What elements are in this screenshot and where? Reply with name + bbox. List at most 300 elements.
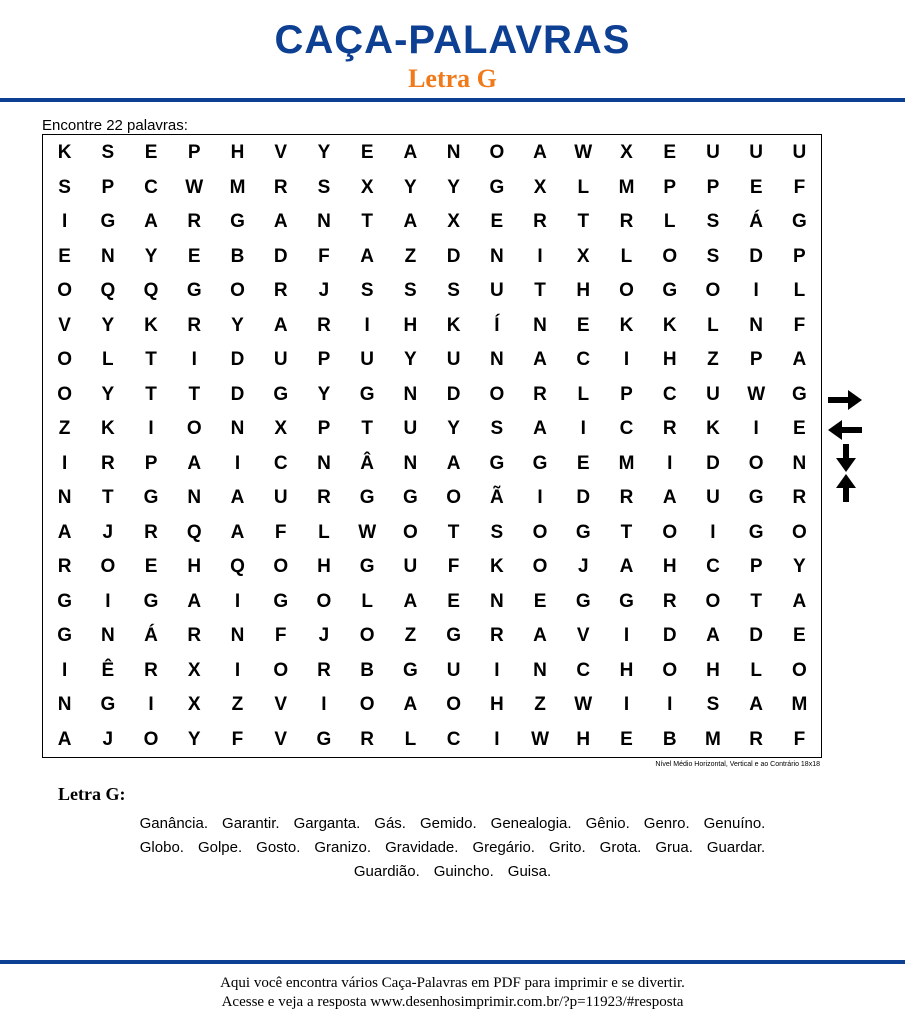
grid-cell: V (58, 314, 71, 336)
grid-cell: O (100, 556, 116, 577)
grid-cell: D (230, 349, 245, 370)
grid-cell: V (274, 728, 288, 750)
grid-cell: K (706, 418, 720, 439)
grid-cell: S (706, 245, 720, 267)
grid-cell: M (618, 452, 635, 474)
grid-cell: R (187, 625, 202, 646)
grid-cell: A (792, 349, 807, 370)
grid-cell: O (186, 418, 202, 439)
grid-cell: N (792, 452, 807, 474)
grid-cell: R (144, 659, 158, 681)
grid-cell: A (273, 314, 288, 336)
grid-cell: N (317, 452, 331, 474)
grid-cell: O (446, 487, 461, 508)
grid-cell: E (793, 625, 806, 646)
grid-cell: N (317, 211, 331, 232)
grid-cell: I (667, 694, 673, 715)
word-list-item: Gás. (374, 815, 406, 832)
page-subtitle: Letra G (408, 64, 497, 93)
grid-cell: A (403, 211, 418, 232)
grid-cell: T (145, 349, 157, 370)
grid-cell: L (102, 349, 114, 370)
grid-cell: A (662, 487, 677, 508)
page-title: CAÇA-PALAVRAS (274, 18, 631, 62)
grid-cell: S (101, 142, 115, 163)
grid-cell: T (145, 383, 157, 405)
grid-cell: Á (749, 211, 764, 232)
grid-cell: S (58, 176, 71, 198)
grid-cell: E (533, 590, 547, 612)
grid-cell: I (61, 659, 68, 681)
grid-cell: B (230, 245, 245, 267)
grid-cell: Y (231, 314, 244, 336)
grid-cell: K (144, 314, 158, 336)
grid-cell: O (748, 452, 764, 474)
grid-cell: Y (187, 728, 201, 750)
grid-cell: O (791, 659, 807, 681)
grid-cell: R (317, 487, 331, 508)
grid-cell: B (662, 728, 677, 750)
grid-cell: V (576, 625, 590, 646)
grid-cell: I (753, 280, 759, 301)
grid-cell: U (273, 487, 288, 508)
grid-cell: G (57, 590, 72, 612)
grid-cell: I (623, 694, 630, 715)
grid-cell: C (662, 383, 677, 405)
grid-cell: E (793, 418, 806, 439)
grid-cell: G (402, 487, 418, 508)
grid-cell: R (749, 728, 764, 750)
grid-cell: G (359, 487, 375, 508)
grid-cell: X (360, 176, 374, 198)
word-list-item: Gemido. (419, 815, 477, 832)
word-list-item: Garganta. (293, 815, 361, 832)
grid-cell: H (619, 659, 634, 681)
word-list-item: Golpe. (197, 839, 243, 856)
grid-cell: A (187, 452, 202, 474)
grid-cell: A (403, 694, 418, 715)
word-list (60, 812, 845, 884)
grid-cell: D (576, 487, 591, 508)
word-list-item: Gregário. (472, 839, 535, 856)
grid-cell: H (489, 694, 504, 715)
grid-cell: F (274, 521, 287, 543)
grid-cell: C (706, 556, 720, 577)
grid-cell: G (446, 625, 461, 646)
grid-cell: H (706, 659, 720, 681)
grid-cell: I (753, 418, 759, 439)
grid-cell: I (623, 625, 630, 646)
grid-cell: G (143, 487, 159, 508)
grid-cell: E (144, 142, 158, 163)
grid-cell: P (317, 418, 331, 439)
grid-cell: F (793, 314, 806, 336)
grid-cell: M (791, 694, 808, 715)
grid-cell: N (230, 418, 245, 439)
word-list-item: Guardar. (706, 839, 766, 856)
grid-cell: A (273, 211, 288, 232)
grid-cell: I (105, 590, 111, 612)
grid-cell: O (402, 521, 418, 543)
grid-cell: R (57, 556, 72, 577)
grid-cell: A (187, 590, 202, 612)
grid-cell: T (620, 521, 633, 543)
grid-cell: E (663, 142, 677, 163)
grid-cell: I (148, 694, 154, 715)
grid-cell: G (57, 625, 72, 646)
grid-cell: O (619, 280, 634, 301)
grid-cell: R (662, 590, 677, 612)
grid-cell: A (533, 349, 547, 370)
grid-cell: K (57, 142, 72, 163)
grid-cell: G (662, 280, 678, 301)
grid-cell: V (274, 694, 288, 715)
grid-cell: W (574, 694, 593, 715)
grid-cell: O (230, 280, 245, 301)
arrow-up-icon (836, 474, 856, 502)
grid-cell: I (321, 694, 327, 715)
grid-cell: I (667, 452, 673, 474)
grid-cell: X (187, 694, 201, 715)
grid-cell: Y (101, 383, 115, 405)
grid-cell: R (619, 487, 634, 508)
grid-cell: U (446, 349, 461, 370)
grid-cell: E (360, 142, 374, 163)
grid-cell: C (144, 176, 158, 198)
grid-cell: A (144, 211, 158, 232)
grid-cell: G (791, 383, 807, 405)
grid-cell: O (57, 280, 72, 301)
grid-cell: G (273, 383, 289, 405)
grid-cell: F (318, 245, 330, 267)
grid-cell: W (574, 142, 593, 163)
grid-cell: Y (447, 176, 460, 198)
grid-cell: E (58, 245, 71, 267)
grid-cell: X (187, 659, 201, 681)
grid-cell: S (490, 418, 504, 439)
grid-cell: Y (144, 245, 158, 267)
grid-cell: D (662, 625, 677, 646)
grid-cell: Ã (489, 487, 504, 508)
grid-cell: M (705, 728, 721, 750)
grid-cell: K (619, 314, 634, 336)
grid-cell: N (57, 694, 72, 715)
word-list-item: Globo. (139, 839, 184, 856)
footer-line-1: Aqui você encontra vários Caça-Palavras em PDF para imprimir e se divertir. (220, 975, 685, 991)
grid-cell: U (273, 349, 288, 370)
grid-cell: G (748, 521, 764, 543)
grid-cell: S (490, 521, 504, 543)
grid-cell: M (229, 176, 246, 198)
grid-cell: L (577, 383, 590, 405)
grid-cell: A (706, 625, 720, 646)
grid-cell: O (446, 694, 461, 715)
grid-cell: O (791, 521, 807, 543)
grid-cell: N (403, 383, 418, 405)
word-list-item: Genuíno. (703, 815, 766, 832)
grid-cell: A (533, 142, 547, 163)
grid-cell: L (793, 280, 806, 301)
grid-cell: X (620, 142, 633, 163)
grid-cell: I (494, 728, 500, 750)
grid-cell: T (577, 211, 590, 232)
grid-cell: Z (404, 245, 417, 267)
grid-cell: Y (447, 418, 460, 439)
grid-cell: C (446, 728, 461, 750)
grid-cell: I (234, 659, 241, 681)
grid-cell: U (706, 142, 720, 163)
grid-cell: L (750, 659, 762, 681)
grid-cell: W (747, 383, 766, 405)
grid-cell: H (662, 556, 677, 577)
grid-cell: F (447, 556, 460, 577)
grid-cell: R (100, 452, 115, 474)
grid-cell: G (230, 211, 245, 232)
word-list-item: Granizo. (314, 839, 372, 856)
grid-cell: Y (317, 383, 331, 405)
grid-cell: Q (186, 521, 202, 543)
grid-cell: N (446, 142, 461, 163)
grid-cell: Q (100, 280, 116, 301)
grid-cell: T (361, 211, 373, 232)
grid-cell: R (619, 211, 634, 232)
grid-cell: H (230, 142, 245, 163)
grid-cell: C (576, 659, 591, 681)
grid-cell: O (532, 556, 548, 577)
grid-cell: J (102, 728, 114, 750)
grid-cell: E (187, 245, 201, 267)
grid-cell: U (360, 349, 375, 370)
grid-cell: G (791, 211, 807, 232)
grid-cell: A (57, 728, 72, 750)
grid-cell: O (273, 659, 289, 681)
grid-cell: U (792, 142, 807, 163)
grid-cell: W (185, 176, 204, 198)
word-list-item: Guincho. (433, 863, 494, 880)
grid-cell: R (792, 487, 807, 508)
grid-cell: O (359, 694, 375, 715)
grid-cell: T (361, 418, 373, 439)
grid-cell: D (446, 245, 461, 267)
grid-cell: K (489, 556, 504, 577)
grid-cell: S (706, 694, 720, 715)
grid-cell: R (144, 521, 158, 543)
grid-cell: N (489, 349, 504, 370)
grid-cell: K (662, 314, 677, 336)
grid-cell: X (447, 211, 460, 232)
grid-cell: S (317, 176, 331, 198)
grid-cell: E (749, 176, 763, 198)
grid-cell: Í (494, 314, 500, 336)
grid-cell: I (537, 487, 543, 508)
grid-cell: L (404, 728, 417, 750)
grid-cell: R (273, 176, 288, 198)
grid-cell: I (234, 590, 241, 612)
grid-cell: P (749, 556, 763, 577)
grid-cell: C (273, 452, 288, 474)
grid-cell: I (191, 349, 197, 370)
grid-cell: A (533, 418, 547, 439)
grid-cell: S (706, 211, 720, 232)
grid-cell: O (705, 280, 721, 301)
grid-cell: I (710, 521, 716, 543)
grid-cell: L (577, 176, 590, 198)
grid-cell: Ê (101, 659, 115, 681)
word-list-item: Guardião. (353, 863, 420, 880)
grid-cell: R (317, 659, 331, 681)
grid-cell: T (447, 521, 460, 543)
grid-cell: N (230, 625, 245, 646)
grid-cell: P (187, 142, 201, 163)
grid-cell: Â (360, 452, 375, 474)
grid-cell: E (447, 590, 460, 612)
direction-arrows (826, 388, 866, 508)
grid-cell: G (532, 452, 548, 474)
grid-cell: U (403, 556, 418, 577)
grid-cell: L (707, 314, 719, 336)
grid-cell: F (793, 728, 806, 750)
grid-cell: U (706, 383, 720, 405)
grid-cell: R (489, 625, 504, 646)
grid-cell: Q (230, 556, 245, 577)
grid-cell: Z (404, 625, 417, 646)
grid-cell: A (403, 590, 418, 612)
grid-cell: G (359, 383, 375, 405)
grid-cell: C (576, 349, 591, 370)
grid-cell: D (446, 383, 461, 405)
grid-cell: X (576, 245, 590, 267)
grid-cell: G (186, 280, 202, 301)
grid-cell: N (533, 314, 547, 336)
grid-cell: T (534, 280, 546, 301)
grid-cell: N (187, 487, 202, 508)
grid-cell: D (273, 245, 288, 267)
bottom-divider (0, 960, 905, 964)
grid-cell: N (533, 659, 547, 681)
top-divider (0, 98, 905, 102)
grid-cell: I (61, 452, 68, 474)
grid-cell: G (359, 556, 375, 577)
grid-cell: O (662, 659, 678, 681)
grid-cell: P (101, 176, 115, 198)
grid-cell: E (620, 728, 633, 750)
grid-cell: A (446, 452, 461, 474)
grid-cell: I (364, 314, 370, 336)
grid-cell: L (318, 521, 330, 543)
grid-cell: Y (101, 314, 115, 336)
grid-cell: I (537, 245, 543, 267)
word-list-item: Grua. (655, 839, 693, 856)
grid-cell: Z (58, 418, 71, 439)
grid-cell: P (793, 245, 806, 267)
grid-cell: P (663, 176, 677, 198)
grid-cell: N (57, 487, 72, 508)
grid-cell: Á (144, 625, 158, 646)
grid-cell: H (576, 280, 591, 301)
grid-cell: N (749, 314, 764, 336)
grid-cell: Z (231, 694, 244, 715)
grid-cell: X (274, 418, 288, 439)
grid-cell: D (749, 245, 764, 267)
grid-cell: G (316, 728, 332, 750)
grid-cell: O (359, 625, 375, 646)
grid-cell: S (360, 280, 374, 301)
grid-cell: Z (707, 349, 719, 370)
grid-cell: W (531, 728, 550, 750)
grid-cell: S (447, 280, 460, 301)
grid-cell: R (533, 211, 547, 232)
grid-cell: P (620, 383, 633, 405)
grid-cell: I (623, 349, 630, 370)
arrow-down-icon (836, 444, 856, 472)
grid-cell: F (231, 728, 244, 750)
grid-cell: O (662, 521, 678, 543)
grid-cell: N (489, 590, 504, 612)
grid-cell: E (576, 452, 590, 474)
grid-cell: M (618, 176, 635, 198)
grid-cell: J (102, 521, 114, 543)
word-list-item: Genealogia. (490, 815, 572, 832)
grid-cell: G (619, 590, 634, 612)
grid-cell: U (446, 659, 461, 681)
level-text: Nível Médio Horizontal, Vertical e ao Contrário 18x18 (655, 761, 820, 768)
arrow-left-icon (828, 420, 862, 440)
grid-cell: O (273, 556, 289, 577)
grid-cell: J (577, 556, 589, 577)
grid-cell: J (318, 625, 330, 646)
grid-cell: N (100, 625, 115, 646)
grid-cell: F (793, 176, 806, 198)
grid-cell: J (318, 280, 330, 301)
grid-cell: L (663, 211, 676, 232)
grid-cell: O (489, 142, 505, 163)
grid-cell: G (489, 176, 505, 198)
grid-cell: H (187, 556, 202, 577)
word-list-item: Ganância. (139, 815, 209, 832)
letter-grid (42, 134, 822, 758)
grid-cell: A (749, 694, 764, 715)
grid-cell: A (57, 521, 72, 543)
grid-cell: A (619, 556, 634, 577)
grid-cell: C (619, 418, 634, 439)
grid-cell: K (446, 314, 461, 336)
word-list-item: Genro. (643, 815, 690, 832)
grid-cell: R (317, 314, 331, 336)
grid-cell: H (317, 556, 331, 577)
word-list-title: Letra G: (58, 784, 126, 804)
grid-cell: T (102, 487, 114, 508)
grid-cell: I (580, 418, 586, 439)
grid-cell: E (576, 314, 590, 336)
grid-cell: G (402, 659, 418, 681)
grid-cell: G (489, 452, 505, 474)
grid-cell: R (273, 280, 288, 301)
grid-cell: A (403, 142, 418, 163)
arrow-right-icon (828, 390, 862, 410)
grid-cell: A (360, 245, 375, 267)
word-list-item: Grito. (548, 839, 586, 856)
footer (0, 974, 905, 1012)
grid-cell: D (230, 383, 245, 405)
grid-cell: W (358, 521, 377, 543)
grid-cell: X (533, 176, 547, 198)
word-list-item: Gênio. (585, 815, 630, 832)
grid-cell: R (187, 211, 202, 232)
grid-cell: R (662, 418, 677, 439)
grid-cell: Y (793, 556, 806, 577)
grid-cell: Z (534, 694, 546, 715)
grid-cell: E (144, 556, 158, 577)
